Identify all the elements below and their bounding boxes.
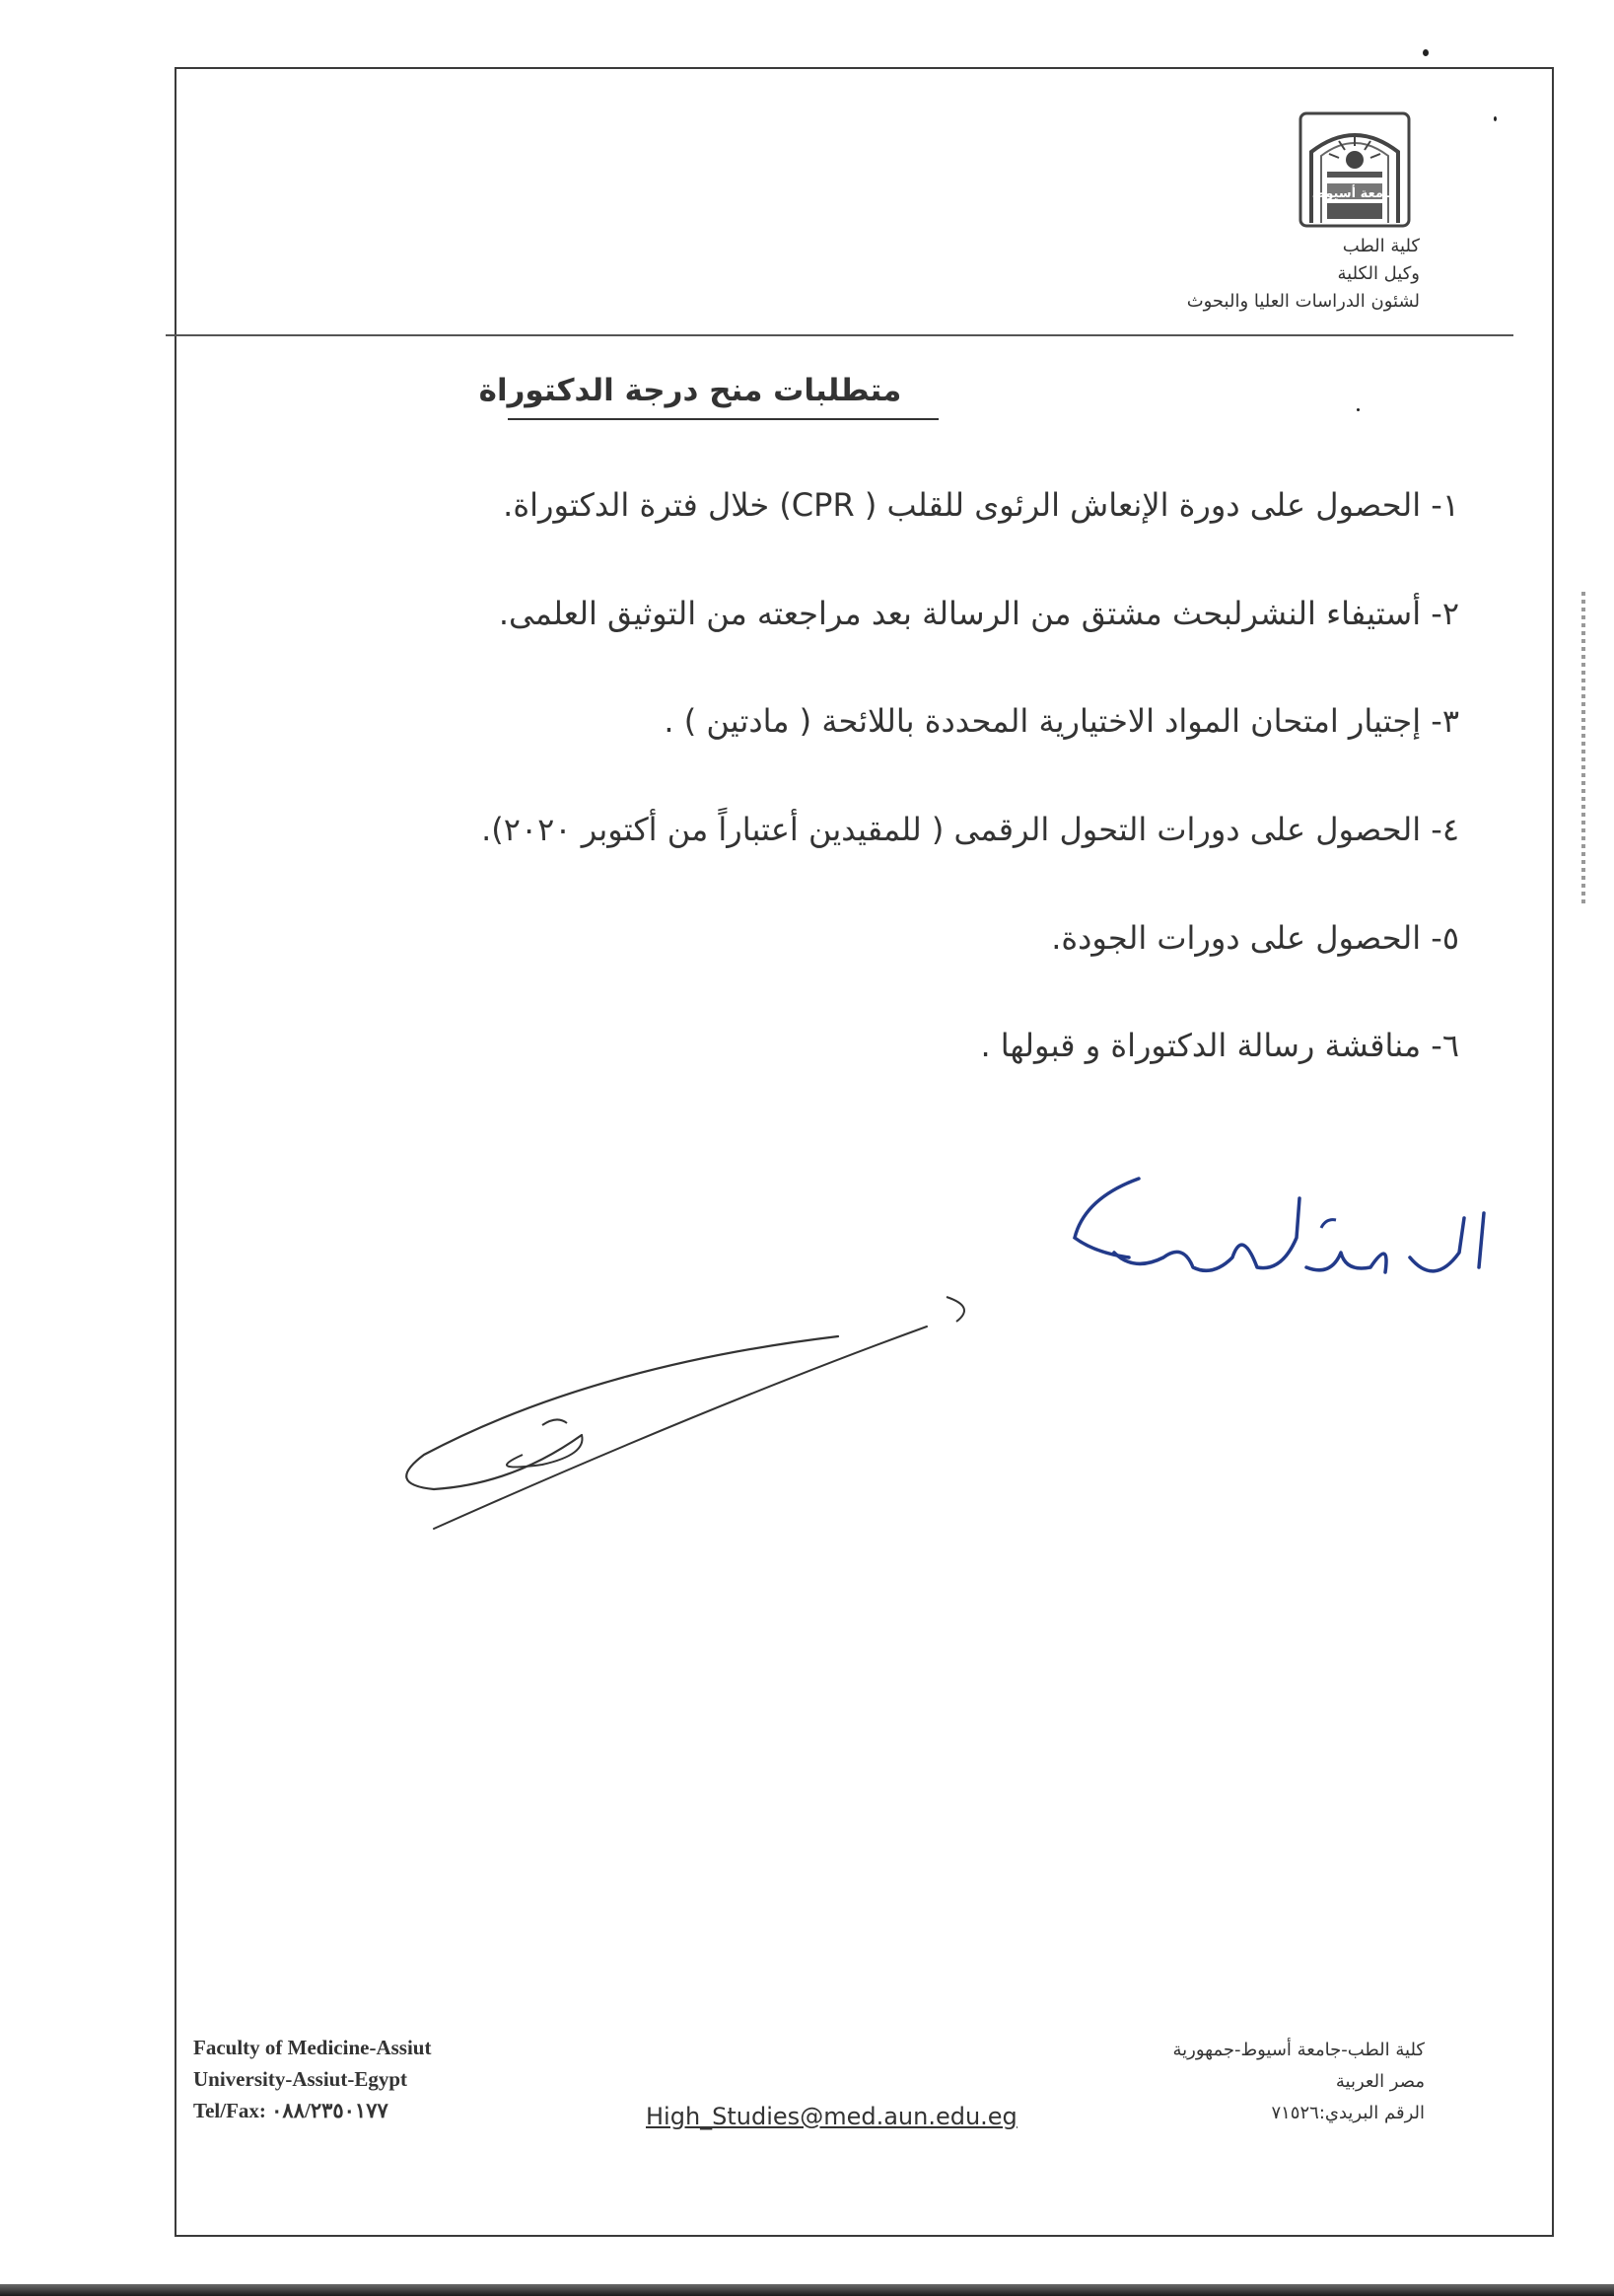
footer-line: الرقم البريدي:٧١٥٢٦ [1271,2103,1425,2123]
title-underline [508,418,939,420]
footer-email [646,2103,1060,2130]
footer-line: مصر العربية [1335,2071,1425,2092]
scan-speck [1423,49,1429,56]
requirement-item: ٥- الحصول على دورات الجودة. [1051,919,1459,957]
header-divider [166,334,1513,336]
scan-dotted-edge [1581,592,1585,907]
vice-dean-title: وكيل الكلية [1337,263,1420,284]
handwritten-signature-arabic [1045,1159,1509,1331]
footer-address-english [193,2032,588,2126]
scan-speck [1357,408,1360,411]
requirement-item: ٣- إجتيار امتحان المواد الاختيارية المحددة باللائحة ( مادتين ) . [664,702,1459,740]
logo-lettering: جامعة أسيوط [1311,186,1398,201]
university-logo [1298,110,1412,229]
footer-email-text: High_Studies@med.aun.edu.eg [646,2103,1018,2130]
footer-address-arabic [1065,2035,1425,2129]
footer-line: Faculty of Medicine-Assiut [193,2036,432,2059]
requirement-item: ٤- الحصول على دورات التحول الرقمى ( للمقيدين أعتباراً من أكتوبر ٢٠٢٠). [481,811,1459,848]
issuer-header [1055,233,1420,316]
footer-line: University-Assiut-Egypt [193,2067,408,2091]
requirement-item: ٢- أستيفاء النشرلبحث مشتق من الرسالة بعد مراجعته من التوثيق العلمى. [498,595,1459,632]
scan-edge [0,2284,1614,2296]
footer-line: Tel/Fax: ٠٨٨/٢٣٥٠١٧٧ [193,2099,388,2122]
handwritten-signature-stroke [394,1287,986,1543]
faculty-name: كلية الطب [1342,236,1420,256]
requirement-item: ١- الحصول على دورة الإنعاش الرئوى للقلب ( CPR) خلال فترة الدكتوراة. [503,486,1459,524]
department-name: لشئون الدراسات العليا والبحوث [1186,291,1420,312]
requirement-item: ٦- مناقشة رسالة الدكتوراة و قبولها . [980,1027,1459,1064]
document-title: متطلبات منح درجة الدكتوراة [478,373,902,408]
scan-speck [1494,116,1497,121]
footer-line: كلية الطب-جامعة أسيوط-جمهورية [1172,2040,1425,2060]
